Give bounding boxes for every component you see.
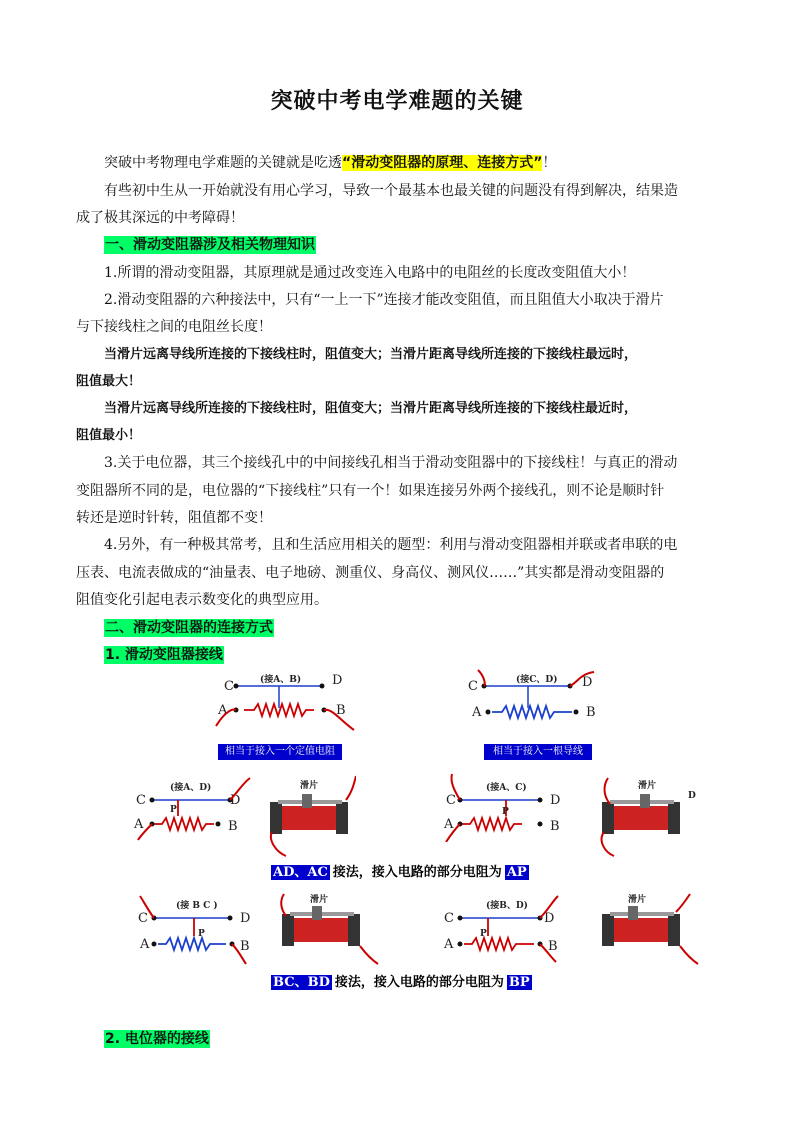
label-p: P [170,805,177,815]
rheostat-diagram-ac [436,772,564,842]
label-b: B [336,703,346,718]
label-c: C [444,911,454,926]
label-c: C [224,679,234,694]
label-c: C [138,911,148,926]
intro-end: ！ [542,155,557,171]
rheostat-diagram-bd [438,892,566,966]
label-b: B [228,819,238,834]
caption-row-1 [271,864,529,882]
caption-row-2 [271,974,532,992]
section1-note2-a: 当滑片远离导线所连接的下接线柱时，阻值变大；当滑片距离导线所连接的下接线柱最近时， [104,401,638,416]
intro-line-3: 成了极其深远的中考障碍！ [76,210,244,226]
label-b: B [548,939,558,954]
note-cd: (接C、D) [516,675,558,685]
caption-row-2-part3: BP [508,975,530,990]
label-p: P [480,929,487,939]
rheostat-diagram-ab [214,668,364,736]
rheostat-photo-bc [268,892,382,966]
caption-wire: 相当于接入一根导线 [484,744,592,760]
section1-item4-a: 4.另外，有一种极其常考，且和生活应用相关的题型：利用与滑动变阻器相并联或者串联的电 [104,537,678,553]
label-a: A [134,817,144,832]
intro-text: 突破中考物理电学难题的关键就是吃透 [104,155,342,171]
section2-sub2: 2. 电位器的接线 [105,1031,209,1047]
section1-item1: 1.所谓的滑动变阻器，其原理就是通过改变连入电路中的电阻丝的长度改变阻值大小！ [104,265,636,281]
section1-item4-c: 阻值变化引起电表示数变化的典型应用。 [76,592,328,608]
label-slider: 滑片 [638,781,657,791]
label-d: D [230,793,241,808]
label-d: D [582,675,593,690]
label-d: D [550,793,561,808]
section1-item2-b: 与下接线柱之间的电阻丝长度！ [76,319,272,335]
section1-item3-c: 转还是逆时针转，阻值都不变！ [76,510,272,526]
section1-item3-b: 变阻器所不同的是，电位器的“下接线柱”只有一个！如果连接另外两个接线孔，则不论是顺时针 [76,483,665,499]
label-slider: 滑片 [628,895,647,905]
section1-note1-b: 阻值最大！ [76,374,142,389]
label-slider: 滑片 [310,895,329,905]
label-d: D [544,911,555,926]
caption-row-2-part1: BC、BD [273,975,330,990]
caption-row-2-part2: 接法，接入电路的部分电阻为 [332,975,507,990]
label-c: C [446,793,456,808]
label-b: B [550,819,560,834]
rheostat-diagram-bc [130,892,256,966]
rheostat-diagram-cd [462,668,612,728]
label-c: C [468,679,478,694]
label-slider: 滑片 [300,781,319,791]
rheostat-photo-ad [266,772,356,858]
caption-row-1-part3: AP [506,865,527,880]
note-bc: (接 B C ) [176,901,218,911]
note-ab: (接A、B) [260,675,302,685]
section1-note1-a: 当滑片远离导线所连接的下接线柱时，阻值变大；当滑片距离导线所连接的下接线柱最远时， [104,347,638,362]
section1-item2-a: 2.滑动变阻器的六种接法中，只有“一上一下”连接才能改变阻值，而且阻值大小取决于滑片 [104,292,664,308]
section2-heading: 二、滑动变阻器的连接方式 [105,620,273,636]
note-bd: (接B、D) [486,901,528,911]
note-ac: (接A、C) [486,783,527,793]
label-a: A [472,705,482,720]
label-d: D [240,911,251,926]
intro-highlight: “滑动变阻器的原理、连接方式” [342,155,543,171]
section1-heading: 一、滑动变阻器涉及相关物理知识 [105,237,315,253]
caption-row-1-part2: 接法，接入电路的部分电阻为 [330,865,505,880]
section1-item3-a: 3.关于电位器，其三个接线孔中的中间接线孔相当于滑动变阻器中的下接线柱！与真正的滑动 [104,455,678,471]
label-d: D [332,673,343,688]
section2-sub1: 1. 滑动变阻器接线 [105,647,223,663]
page-title: 突破中考电学难题的关键 [270,89,524,114]
label-a: A [444,937,454,952]
rheostat-diagram-ad [130,772,254,842]
note-ad: (接A、D) [170,783,212,793]
label-p: P [502,807,509,817]
label-d-photo: D [688,791,696,801]
label-a: A [444,817,454,832]
label-b: B [240,939,250,954]
label-b: B [586,705,596,720]
section1-item4-b: 压表、电流表做成的“油量表、电子地磅、测重仪、身高仪、测风仪……”其实都是滑动变阻器的 [76,565,665,581]
intro-line-1 [104,153,556,173]
intro-line-2: 有些初中生从一开始就没有用心学习，导致一个最基本也最关键的问题没有得到解决，结果造 [104,183,678,199]
caption-row-1-part1: AD、AC [273,865,328,880]
label-p: P [198,929,205,939]
rheostat-photo-bd [592,892,702,966]
label-a: A [218,703,228,718]
section1-note2-b: 阻值最小！ [76,428,142,443]
rheostat-photo-ac [594,772,702,858]
label-c: C [136,793,146,808]
label-a: A [140,937,150,952]
caption-fixed-resistor: 相当于接入一个定值电阻 [218,744,342,760]
